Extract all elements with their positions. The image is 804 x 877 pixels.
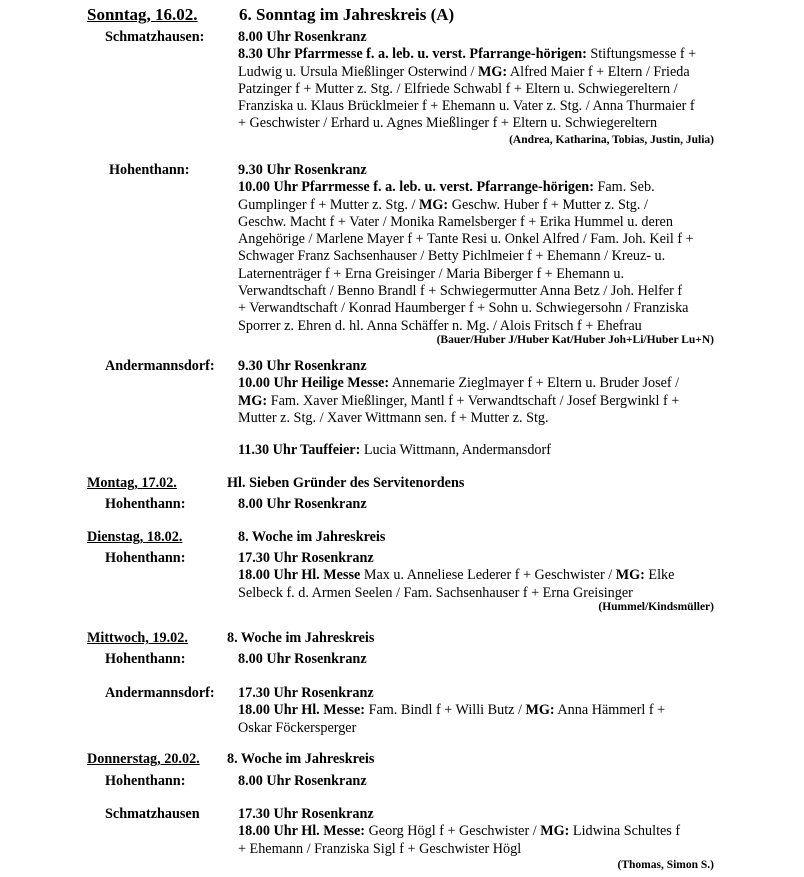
schedule-entry [238,29,714,133]
schedule-entry [238,358,714,427]
mass-text: Patzinger f + Mutter z. Stg. / Elfriede Schwabl f + Eltern u. Schwiegereltern / [238,80,678,97]
place-hohenthann: Hohenthann: [105,773,186,789]
mass-title: 10.00 Uhr Heilige Messe: [238,375,390,392]
rosary-time: 8.00 Uhr Rosenkranz [238,651,367,667]
mass-text: Georg Högl f + Geschwister / [365,823,541,840]
schedule-entry [238,162,714,335]
rosary-time: 9.30 Uhr Rosenkranz [238,162,367,178]
schedule-entry [238,550,714,602]
mass-text: Angehörige / Marlene Mayer f + Tante Resi u. Onkel Alfred / Fam. Joh. Keil f + [238,231,694,248]
mass-text: Fam. Bindl f + Willi Butz / [365,702,526,719]
place-andermannsdorf: Andermannsdorf: [105,685,215,701]
place-andermannsdorf: Andermannsdorf: [105,358,215,374]
place-hohenthann: Hohenthann: [105,550,186,566]
rosary-time: 17.30 Uhr Rosenkranz [238,806,374,822]
place-schmatzhausen: Schmatzhausen [105,806,200,822]
mass-text: Franziska u. Klaus Brücklmeier f + Ehemann u. Vater z. Stg. / Anna Thurmaier f [238,98,695,115]
mass-text: Lidwina Schultes f [569,823,681,840]
mg-label: MG: [238,392,268,409]
mass-text: Geschw. Macht f + Vater / Monika Ramelsberger f + Erika Hummel u. deren [238,213,673,230]
day-feast: 8. Woche im Jahreskreis [238,529,386,545]
day-header-monday [87,475,465,492]
mass-text: Ludwig u. Ursula Mießlinger Osterwind / [238,63,478,80]
mass-text: Alfred Maier f + Eltern / Frieda [507,63,690,80]
mass-title: 18.00 Uhr Hl. Messe: [238,702,366,719]
place-hohenthann: Hohenthann: [105,651,186,667]
mass-text: Schwager Franz Sachsenhauser / Betty Pichlmeier f + Ehemann / Kreuz- u. [238,248,666,265]
mass-text: Sporrer z. Ehren d. hl. Anna Schäffer n. Mg. / Alois Fritsch f + Ehefrau [238,317,642,334]
mass-text: Fam. Seb. [593,179,655,196]
day-date: Mittwoch, 19.02. [87,630,188,646]
mg-label: MG: [477,63,508,80]
mass-text: Oskar Föckersperger [238,719,357,736]
ministrant-credit: (Thomas, Simon S.) [617,859,714,871]
mass-title: 18.00 Uhr Hl. Messe: [238,823,366,840]
mg-label: MG: [419,196,449,213]
baptism-entry [238,442,714,459]
day-header-thursday [87,751,375,768]
mass-text: Annemarie Zieglmayer f + Eltern u. Bruder Josef / [389,375,680,392]
mass-text: Anna Hämmerl f + [554,702,666,719]
mass-text: + Verwandtschaft / Konrad Haumberger f + Sohn u. Schwiegersohn / Franziska [238,300,689,317]
rosary-time: 8.00 Uhr Rosenkranz [238,29,367,45]
place-hohenthann: Hohenthann: [109,162,190,178]
day-date: Donnerstag, 20.02. [87,751,200,767]
mass-text: + Geschwister / Erhard u. Agnes Mießlinger f + Eltern u. Schwiegereltern [238,115,658,132]
mass-title: 8.30 Uhr Pfarrmesse f. a. leb. u. verst. Pfarrange-hörigen: [238,46,587,63]
schedule-entry [238,685,714,737]
day-feast: 8. Woche im Jahreskreis [227,751,375,767]
day-date: Dienstag, 18.02. [87,529,183,545]
rosary-time: 17.30 Uhr Rosenkranz [238,550,374,566]
mg-label: MG: [615,567,645,584]
day-date: Sonntag, 16.02. [87,5,198,24]
schedule-entry [238,773,714,790]
mg-label: MG: [540,823,570,840]
place-schmatzhausen: Schmatzhausen: [105,29,205,45]
mass-text: Geschw. Huber f + Mutter z. Stg. / [448,196,648,213]
mass-text: Mutter z. Stg. / Xaver Wittmann sen. f + Mutter z. Stg. [238,409,549,426]
baptism-text: Lucia Wittmann, Andermansdorf [360,442,551,458]
mass-title: 18.00 Uhr Hl. Messe [238,567,361,584]
mass-text: Max u. Anneliese Lederer f + Geschwister / [360,567,616,584]
day-feast: Hl. Sieben Gründer des Servitenordens [227,475,465,491]
schedule-entry [238,806,714,858]
place-hohenthann: Hohenthann: [105,496,186,512]
mass-text: Stiftungsmesse f + [586,46,697,63]
mass-text: Selbeck f. d. Armen Seelen / Fam. Sachsenhauser f + Erna Greisinger [238,584,633,601]
ministrant-credit: (Hummel/Kindsmüller) [598,601,714,613]
day-date: Montag, 17.02. [87,475,177,491]
mass-text: Gumplinger f + Mutter z. Stg. / [238,196,419,213]
rosary-time: 8.00 Uhr Rosenkranz [238,773,367,789]
mass-text: + Ehemann / Franziska Sigl f + Geschwister Högl [238,840,522,857]
schedule-entry [238,496,714,513]
mass-text: Fam. Xaver Mießlinger, Mantl f + Verwandtschaft / Josef Bergwinkl f + [267,392,680,409]
mass-text: Laternenträger f + Erna Greisinger / Maria Biberger f + Ehemann u. [238,265,625,282]
day-feast: 8. Woche im Jahreskreis [227,630,375,646]
mg-label: MG: [525,702,555,719]
mass-title: 10.00 Uhr Pfarrmesse f. a. leb. u. verst. Pfarrange-hörigen: [238,179,594,196]
mass-text: Verwandtschaft / Benno Brandl f + Schwiegermutter Anna Betz / Joh. Helfer f [238,283,683,300]
rosary-time: 9.30 Uhr Rosenkranz [238,358,367,374]
ministrant-credit: (Bauer/Huber J/Huber Kat/Huber Joh+Li/Huber Lu+N) [436,334,714,346]
rosary-time: 17.30 Uhr Rosenkranz [238,685,374,701]
day-header-tuesday [87,529,386,546]
ministrant-credit: (Andrea, Katharina, Tobias, Justin, Julia) [509,134,714,146]
baptism-title: 11.30 Uhr Tauffeier: [238,442,361,458]
schedule-entry [238,651,714,668]
day-header-sunday [87,5,455,24]
rosary-time: 8.00 Uhr Rosenkranz [238,496,367,512]
day-feast: 6. Sonntag im Jahreskreis (A) [239,5,455,24]
mass-text: Elke [644,567,675,584]
day-header-wednesday [87,630,375,647]
